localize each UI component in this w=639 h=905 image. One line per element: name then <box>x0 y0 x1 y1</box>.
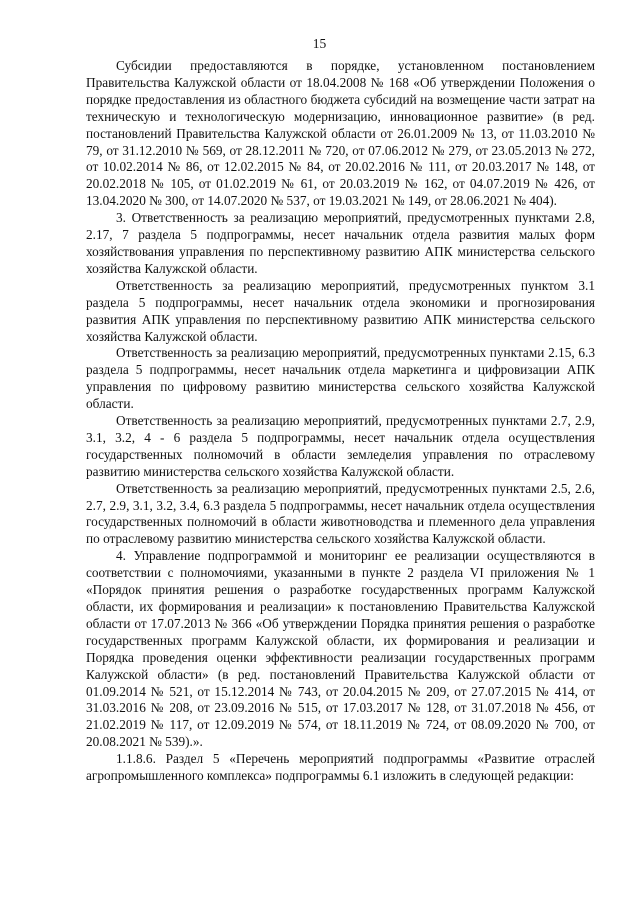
paragraph-responsibility-agriculture: Ответственность за реализацию мероприятий, предусмотренных пунктами 2.7, 2.9, 3.1, 3.2, 4 - 6 раздела 5 подпрограммы, несет начальник отдела осуществления государственных полномочий в области земледелия управления по отраслевому развитию министерства сельского хозяйства Калужской области. <box>86 413 595 479</box>
document-body <box>86 58 595 785</box>
paragraph-responsibility-economics: Ответственность за реализацию мероприятий, предусмотренных пунктом 3.1 раздела 5 подпрограммы, несет начальник отдела экономики и прогнозирования развития АПК управления по перспективному развитию АПК министерства сельского хозяйства Калужской области. <box>86 277 595 344</box>
paragraph-subsidies: Субсидии предоставляются в порядке, установленном постановлением Правительства Калужской области от 18.04.2008 № 168 «Об утверждении Положения о порядке предоставления из областного бюджета субсидий на возмещение части затрат на техническую и технологическую модернизацию, инновационное развитие» (в ред. постановлений Правительства Калужской области от 26.01.2009 № 13, от 11.03.2010 № 79, от 31.12.2010 № 569, от 28.12.2011 № 720, от 07.06.2012 № 279, от 23.05.2013 № 272, от 10.02.2014 № 86, от 12.02.2015 № 84, от 20.02.2016 № 111, от 20.03.2017 № 148, от 20.02.2018 № 105, от 01.02.2019 № 61, от 20.03.2019 № 162, от 04.07.2019 № 426, от 13.04.2020 № 300, от 14.07.2020 № 537, от 19.03.2021 № 149, от 28.06.2021 № 404). <box>86 58 595 209</box>
page-number: 15 <box>312 36 327 51</box>
paragraph-responsibility-marketing: Ответственность за реализацию мероприятий, предусмотренных пунктами 2.15, 6.3 раздела 5 подпрограммы, несет начальник отдела маркетинга и цифровизации АПК управления по цифровому развитию министерства сельского хозяйства Калужской области. <box>86 345 595 412</box>
paragraph-management-4: 4. Управление подпрограммой и мониторинг ее реализации осуществляются в соответствии с полномочиями, указанными в пункте 2 раздела VI приложения № 1 «Порядок принятия решения о разработке государственных программ Калужской области, их формирования и реализации» к постановлению Правительства Калужской области от 17.07.2013 № 366 «Об утверждении Порядка принятия решения о разработке государственных программ Калужской области, их формирования и реализации и Порядка проведения оценки эффективности реализации государственных программ Калужской области» (в ред. постановлений Правительства Калужской области от 01.09.2014 № 521, от 15.12.2014 № 743, от 20.04.2015 № 209, от 27.07.2015 № 414, от 31.03.2016 № 208, от 23.09.2016 № 515, от 17.03.2017 № 128, от 31.07.2018 № 456, от 21.02.2019 № 117, от 12.09.2019 № 574, от 18.11.2019 № 724, от 08.09.2020 № 700, от 20.08.2021 № 539).». <box>86 548 595 750</box>
paragraph-responsibility-livestock: Ответственность за реализацию мероприятий, предусмотренных пунктами 2.5, 2.6, 2.7, 2.9, 3.1, 3.2, 3.4, 6.3 раздела 5 подпрограммы, несет начальник отдела осуществления государственных полномочий в области животноводства и племенного дела управления по отраслевому развитию министерства сельского хозяйства Калужской области. <box>86 480 595 547</box>
paragraph-responsibility-3: 3. Ответственность за реализацию мероприятий, предусмотренных пунктами 2.8, 2.17, 7 раздела 5 подпрограммы, несет начальник отдела развития малых форм хозяйствования управления по перспективному развитию АПК министерства сельского хозяйства Калужской области. <box>86 210 595 276</box>
paragraph-section-5: 1.1.8.6. Раздел 5 «Перечень мероприятий подпрограммы «Развитие отраслей агропромышленного комплекса» подпрограммы 6.1 изложить в следующей редакции: <box>86 751 595 784</box>
